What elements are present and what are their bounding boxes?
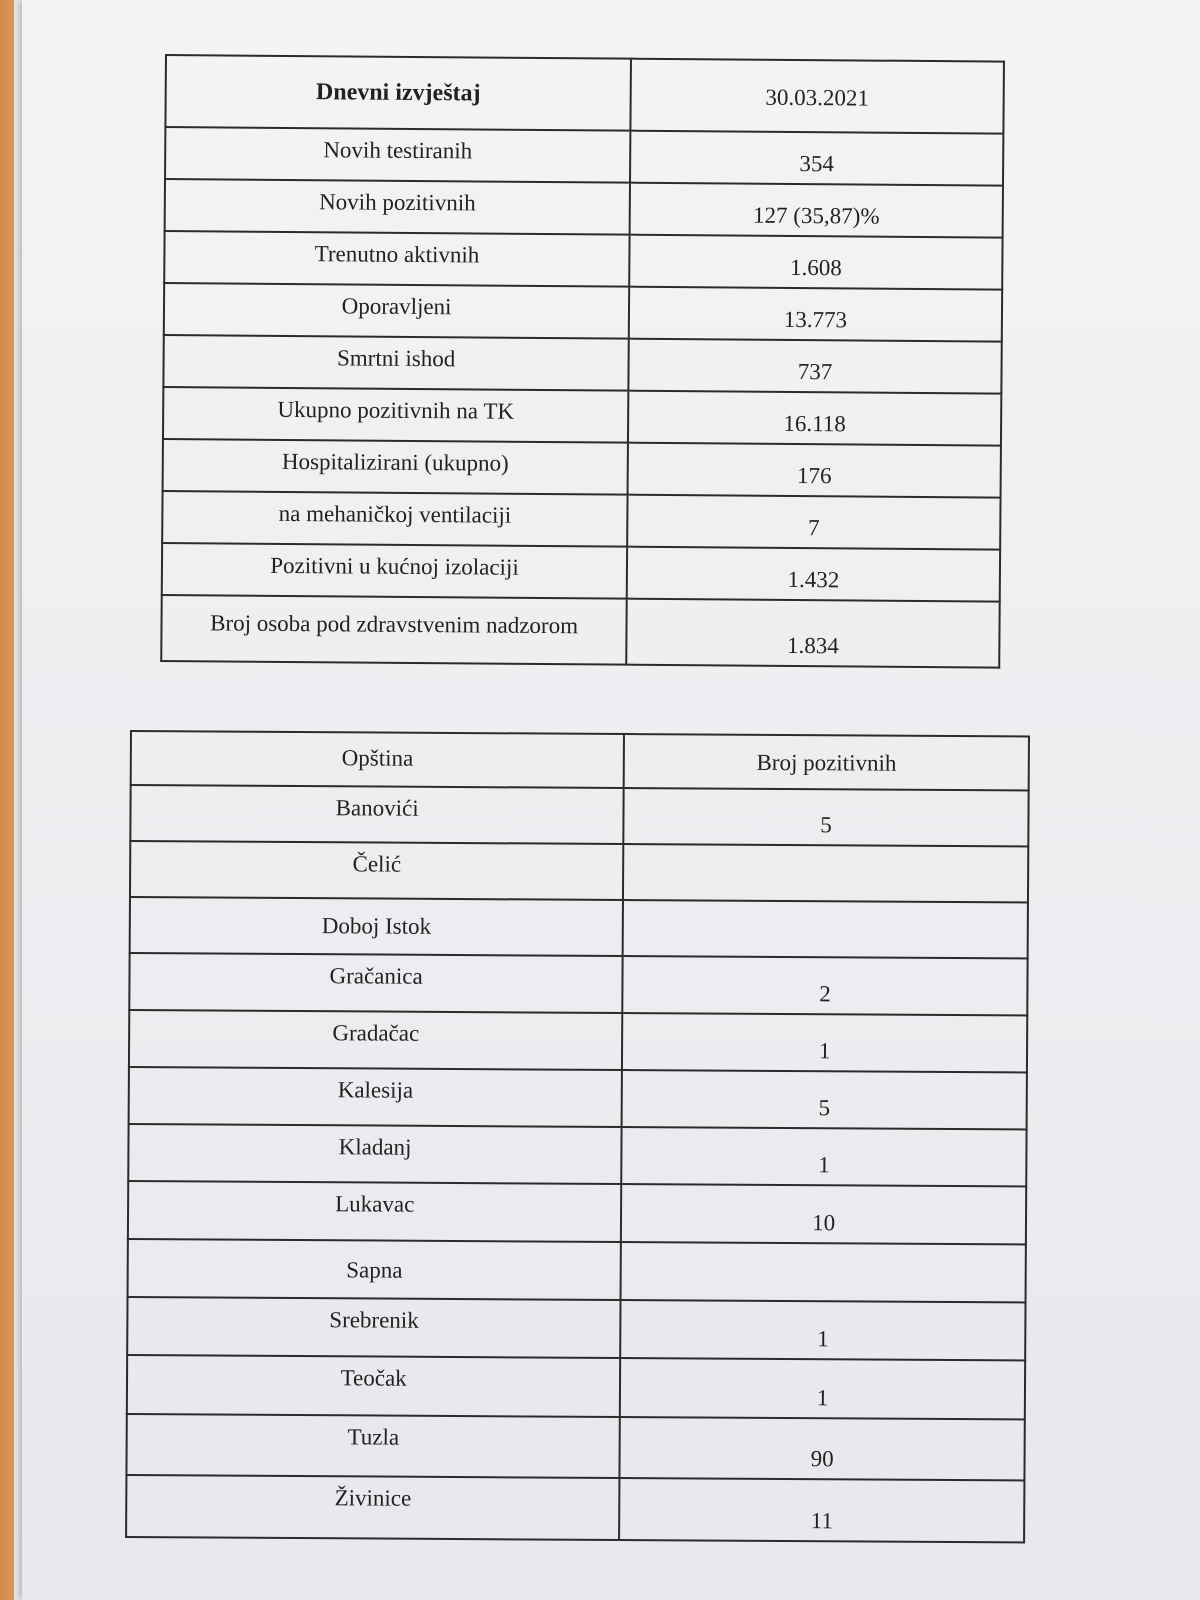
report-row <box>163 387 1001 446</box>
municipality-count: 1 <box>818 1152 830 1178</box>
municipality-name: Živinice <box>334 1485 412 1511</box>
municipality-table <box>125 730 1030 1543</box>
municipality-row <box>129 1010 1027 1072</box>
municipality-count: 1 <box>816 1385 829 1411</box>
municipality-name: Kalesija <box>337 1077 414 1103</box>
report-row-value: 176 <box>796 462 832 489</box>
report-row-value: 1.608 <box>789 254 842 281</box>
daily-report-header-row <box>165 55 1004 134</box>
report-row-label: Novih pozitivnih <box>319 189 476 216</box>
report-row-value: 354 <box>799 150 835 177</box>
municipality-row <box>130 897 1028 958</box>
municipality-count: 90 <box>810 1446 834 1472</box>
municipality-row <box>129 1067 1027 1129</box>
municipality-row <box>128 1239 1026 1302</box>
municipality-name: Gračanica <box>329 963 423 989</box>
report-row-label: Broj osoba pod zdravstvenim nadzorom <box>210 610 579 639</box>
municipality-count <box>622 1293 1025 1295</box>
municipality-name: Čelić <box>352 851 402 877</box>
municipality-count: 10 <box>812 1210 836 1236</box>
municipality-row <box>130 785 1028 846</box>
municipality-count <box>624 949 1027 951</box>
report-row <box>165 179 1003 238</box>
report-row <box>161 595 999 668</box>
municipality-row <box>127 1355 1025 1419</box>
report-row-label: Ukupno pozitivnih na TK <box>277 396 515 424</box>
municipality-row <box>129 953 1027 1015</box>
report-title: Dnevni izvještaj <box>315 79 481 107</box>
report-date-cell <box>631 59 1004 134</box>
report-row <box>162 543 1000 602</box>
municipality-name: Sapna <box>346 1257 403 1283</box>
report-row-label: Hospitalizirani (ukupno) <box>281 448 509 476</box>
report-row-value: 1.432 <box>787 566 840 593</box>
municipality-name: Teočak <box>340 1365 407 1391</box>
municipality-row <box>128 1181 1026 1244</box>
report-row-value: 737 <box>797 358 833 385</box>
report-row-label: Pozitivni u kućnoj izolaciji <box>270 552 519 580</box>
report-row <box>164 231 1002 290</box>
report-row-value: 1.834 <box>786 632 839 659</box>
report-row-label: na mehaničkoj ventilaciji <box>278 500 512 528</box>
municipality-count: 11 <box>810 1508 833 1534</box>
municipality-name: Kladanj <box>338 1134 412 1160</box>
report-row-label: Oporavljeni <box>341 293 452 320</box>
report-date: 30.03.2021 <box>765 84 870 111</box>
municipality-row <box>126 1475 1024 1542</box>
report-row-value: 7 <box>807 515 820 541</box>
municipality-count: 5 <box>820 812 832 838</box>
municipality-name: Banovići <box>335 795 419 821</box>
municipality-row <box>128 1124 1026 1186</box>
positives-header-label: Broj pozitivnih <box>756 749 897 776</box>
municipality-count: 2 <box>819 981 831 1007</box>
daily-report-table <box>160 54 1005 669</box>
municipality-count: 1 <box>818 1038 831 1064</box>
municipality-name: Gradačac <box>332 1020 420 1046</box>
municipality-row <box>130 841 1028 902</box>
municipality-name: Tuzla <box>347 1424 400 1450</box>
report-row-label: Trenutno aktivnih <box>314 241 480 268</box>
municipality-count: 5 <box>818 1095 831 1121</box>
municipality-count: 1 <box>817 1326 829 1352</box>
municipality-name: Srebrenik <box>329 1307 419 1333</box>
report-row <box>163 439 1001 498</box>
report-row-label: Novih testiranih <box>323 137 473 164</box>
report-row <box>164 283 1002 342</box>
report-title-cell <box>165 55 631 131</box>
report-row <box>165 127 1003 186</box>
municipality-name: Lukavac <box>335 1191 415 1217</box>
report-row-value: 16.118 <box>783 410 846 437</box>
municipality-header-label: Opština <box>341 745 414 771</box>
report-row <box>163 335 1001 394</box>
municipality-row <box>126 1414 1024 1480</box>
municipality-count <box>624 893 1027 895</box>
report-row-value: 13.773 <box>783 306 848 333</box>
report-row <box>162 491 1000 550</box>
report-row-label: Smrtni ishod <box>336 345 456 372</box>
municipality-header-row <box>131 731 1029 790</box>
report-row-value: 127 (35,87)% <box>752 202 880 229</box>
municipality-row <box>127 1297 1025 1360</box>
municipality-name: Doboj Istok <box>321 913 432 939</box>
